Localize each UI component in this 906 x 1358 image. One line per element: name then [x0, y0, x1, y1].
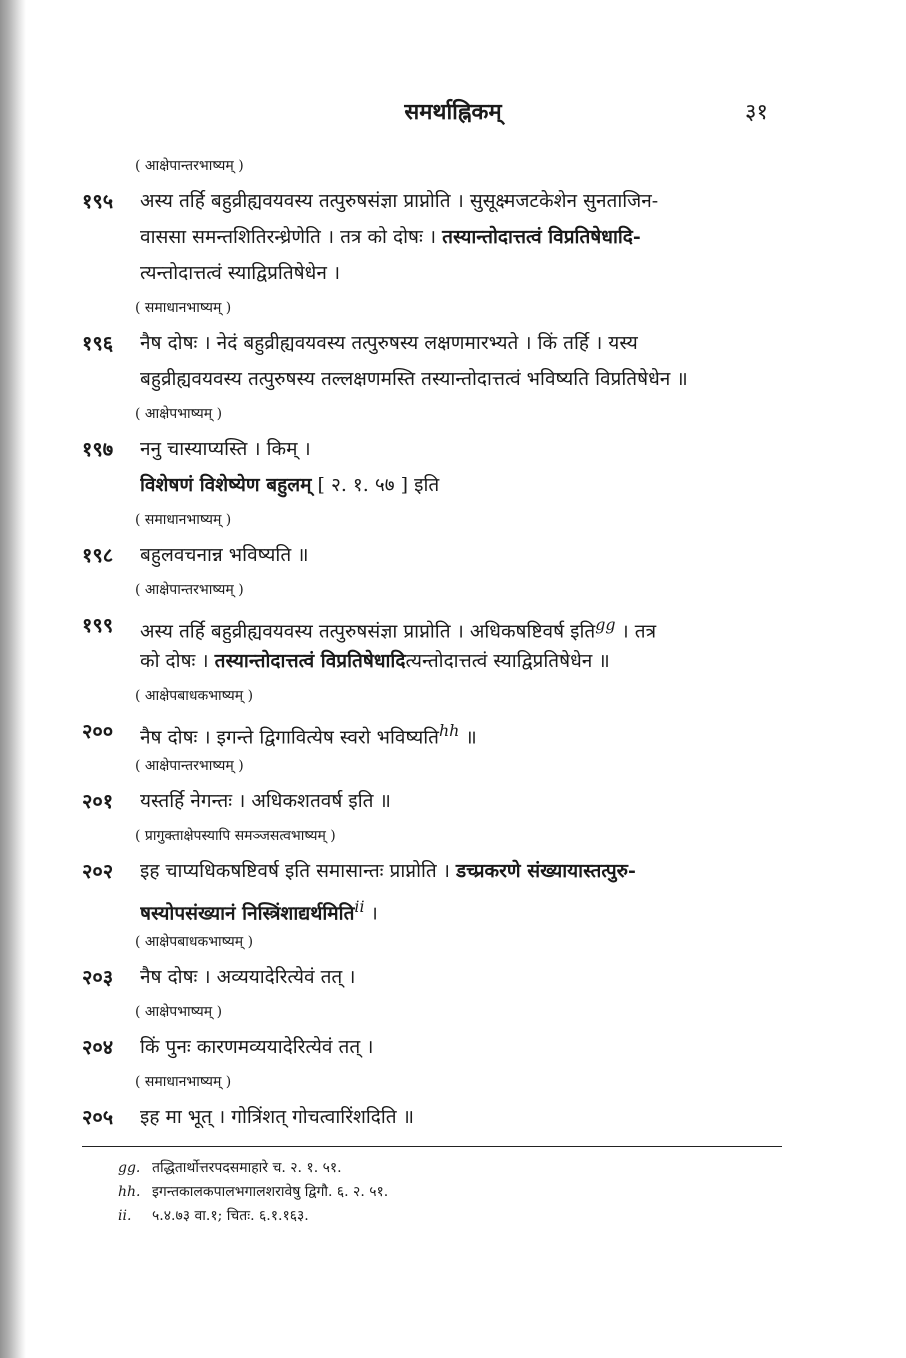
text-line [140, 219, 790, 255]
paragraph-text [140, 1029, 790, 1065]
text-segment: यस्तर्हि नेगन्तः । अधिकशतवर्ष इति ॥ [140, 790, 391, 812]
text-segment: नैष दोषः । अव्ययादेरित्येवं तत् । [140, 966, 356, 988]
section-label: ( आक्षेपबाधकभाष्यम् ) [135, 688, 254, 704]
text-segment: नैष दोषः । इगन्ते द्विगावित्येष स्वरो भविष्यति [140, 726, 439, 749]
text-segment: बहुव्रीह्यवयवस्य तत्पुरुषस्य तल्लक्षणमस्ति तस्यान्तोदात्तत्वं भविष्यति विप्रतिषेधेन ॥ [140, 368, 688, 390]
text-segment: ननु चास्याप्यस्ति । किम् । [140, 438, 311, 460]
paragraph-number: २०० [82, 719, 114, 743]
text-segment: इह मा भूत् । गोत्रिंशत् गोचत्वारिंशदिति ॥ [140, 1106, 415, 1128]
text-segment: अस्य तर्हि बहुव्रीह्यवयवस्य तत्पुरुषसंज्ञा प्राप्नोति । सुसूक्ष्मजटकेशेन सुनताजिन- [140, 190, 659, 212]
text-segment: ॥ [459, 726, 477, 749]
section-label: ( आक्षेपबाधकभाष्यम् ) [135, 934, 254, 950]
text-segment: । [364, 902, 378, 925]
paragraph-text [140, 325, 790, 397]
paragraph [0, 783, 906, 819]
footnote-ref: gg [595, 615, 616, 634]
text-segment: [ २. १. ५७ ] इति [311, 474, 440, 496]
paragraph-number: २०३ [82, 965, 114, 989]
text-segment: । तत्र [615, 620, 657, 643]
page-header-title: समर्थाह्निकम् [404, 99, 502, 125]
text-segment: को दोषः । [140, 650, 215, 672]
paragraph-number: २०४ [82, 1035, 114, 1059]
text-line [140, 325, 790, 361]
text-line [140, 255, 790, 291]
text-line [140, 713, 790, 749]
text-segment: इह चाप्यधिकषष्टिवर्ष इति समासान्तः प्राप्नोति । [140, 860, 457, 882]
text-line [140, 643, 790, 679]
footnotes [118, 1156, 778, 1228]
text-line [140, 431, 790, 467]
text-line [140, 1099, 790, 1135]
section-label: ( आक्षेपान्तरभाष्यम् ) [135, 758, 244, 774]
section-label: ( आक्षेपभाष्यम् ) [135, 1004, 223, 1020]
bold-sutra-text: तस्यान्तोदात्तत्वं विप्रतिषेधादि- [442, 226, 641, 248]
bold-sutra-text: विशेषणं विशेष्येण बहुलम् [140, 474, 312, 496]
footnote-item [118, 1204, 778, 1228]
paragraph-number: १९८ [82, 543, 114, 567]
bold-sutra-text: षस्योपसंख्यानं निस्त्रिंशाद्यर्थमिति [140, 902, 355, 925]
footnote-divider [82, 1146, 782, 1147]
paragraph-number: १९९ [82, 613, 114, 637]
footnote-item [118, 1180, 778, 1204]
paragraph-text [140, 607, 790, 679]
paragraph [0, 1029, 906, 1065]
text-segment: वाससा समन्तशितिरन्ध्रेणेति । तत्र को दोषः । [140, 226, 443, 248]
paragraph [0, 959, 906, 995]
paragraph-number: १९५ [82, 189, 114, 213]
paragraph [0, 183, 906, 291]
footnote-mark: ii. [118, 1208, 132, 1224]
paragraph-text [140, 853, 790, 925]
paragraph-text [140, 431, 790, 503]
footnote-ref: ii [354, 897, 365, 916]
paragraph-text [140, 713, 790, 749]
paragraph-text [140, 537, 790, 573]
paragraph-text [140, 183, 790, 291]
section-label: ( समाधानभाष्यम् ) [135, 1074, 232, 1090]
footnote-text: ५.४.७३ वा.१; चितः. ६.१.१६३. [152, 1208, 309, 1224]
paragraph-number: २०२ [82, 859, 114, 883]
section-label: ( समाधानभाष्यम् ) [135, 512, 232, 528]
text-line [140, 183, 790, 219]
text-segment: बहुलवचनान्न भविष्यति ॥ [140, 544, 309, 566]
paragraph [0, 607, 906, 679]
text-segment: त्यन्तोदात्तत्वं स्याद्विप्रतिषेधेन ॥ [405, 650, 610, 672]
section-label: ( प्रागुक्ताक्षेपस्यापि समञ्जसत्वभाष्यम् ) [135, 828, 336, 844]
footnote-ref: hh [438, 721, 460, 740]
bold-sutra-text: डच्प्रकरणे संख्यायास्तत्पुरु- [456, 860, 636, 882]
paragraph-number: २०५ [82, 1105, 114, 1129]
text-segment: किं पुनः कारणमव्ययादेरित्येवं तत् । [140, 1036, 374, 1058]
paragraph-number: १९६ [82, 331, 114, 355]
paragraph [0, 537, 906, 573]
paragraph [0, 1099, 906, 1135]
text-line [140, 361, 790, 397]
section-label: ( आक्षेपान्तरभाष्यम् ) [135, 158, 244, 174]
paragraph [0, 431, 906, 503]
paragraph-text [140, 783, 790, 819]
footnote-text: इगन्तकालकपालभगालशरावेषु द्विगौ. ६. २. ५१. [152, 1184, 389, 1200]
text-line [140, 959, 790, 995]
footnote-mark: gg. [118, 1160, 141, 1176]
text-line [140, 889, 790, 925]
text-body [0, 155, 906, 1141]
text-line [140, 1029, 790, 1065]
page-number: ३१ [745, 100, 768, 125]
paragraph-number: १९७ [82, 437, 114, 461]
paragraph-text [140, 959, 790, 995]
text-segment: त्यन्तोदात्तत्वं स्याद्विप्रतिषेधेन । [140, 262, 341, 284]
footnote-mark: hh. [118, 1184, 141, 1200]
section-label: ( आक्षेपान्तरभाष्यम् ) [135, 582, 244, 598]
bold-sutra-text: तस्यान्तोदात्तत्वं विप्रतिषेधादि [214, 650, 406, 672]
footnote-text: तद्धितार्थोत्तरपदसमाहारे च. २. १. ५१. [152, 1160, 342, 1176]
text-line [140, 467, 790, 503]
text-segment: नैष दोषः । नेदं बहुव्रीह्यवयवस्य तत्पुरुषस्य लक्षणमारभ्यते । किं तर्हि । यस्य [140, 332, 638, 354]
section-label: ( समाधानभाष्यम् ) [135, 300, 232, 316]
text-line [140, 853, 790, 889]
section-label: ( आक्षेपभाष्यम् ) [135, 406, 223, 422]
paragraph-text [140, 1099, 790, 1135]
paragraph-number: २०१ [82, 789, 114, 813]
paragraph [0, 325, 906, 397]
text-segment: अस्य तर्हि बहुव्रीह्यवयवस्य तत्पुरुषसंज्ञा प्राप्नोति । अधिकषष्टिवर्ष इति [140, 620, 596, 643]
paragraph [0, 853, 906, 925]
paragraph [0, 713, 906, 749]
footnote-item [118, 1156, 778, 1180]
text-line [140, 783, 790, 819]
text-line [140, 607, 790, 643]
text-line [140, 537, 790, 573]
